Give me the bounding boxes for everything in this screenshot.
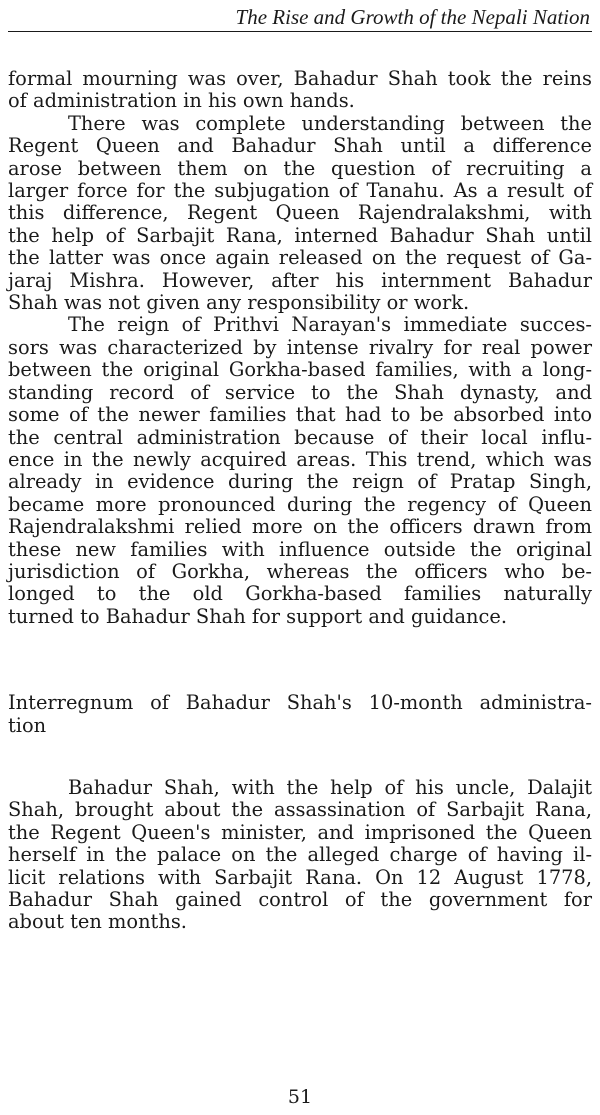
text-line: jaraj Mishra. However, after his internment Bahadur xyxy=(8,268,592,292)
page-body xyxy=(8,68,592,934)
text-line: turned to Bahadur Shah for support and guidance. xyxy=(8,604,508,628)
text-line: Shah was not given any responsibility or work. xyxy=(8,291,470,315)
text-line: the central administration because of their local influ- xyxy=(8,425,592,449)
text-line: already in evidence during the reign of Pratap Singh, xyxy=(8,470,592,494)
text-line: Shah, brought about the assassination of Sarbajit Rana, xyxy=(8,798,592,822)
text-line: herself in the palace on the alleged charge of having il- xyxy=(8,843,592,867)
text-line: some of the newer families that had to be absorbed into xyxy=(8,403,592,427)
text-line: longed to the old Gorkha-based families naturally xyxy=(8,582,592,606)
text-line: the help of Sarbajit Rana, interned Bahadur Shah until xyxy=(8,223,592,247)
running-header-title: The Rise and Growth of the Nepali Nation xyxy=(235,5,590,29)
text-line: Bahadur Shah gained control of the government for xyxy=(8,888,592,911)
section-heading-line: Interregnum of Bahadur Shah's 10-month administra- xyxy=(8,691,592,715)
text-line: The reign of Prithvi Narayan's immediate succes- xyxy=(68,313,592,337)
text-line: larger force for the subjugation of Tanahu. As a result of xyxy=(8,179,592,203)
header-rule xyxy=(8,31,592,32)
text-line: of administration in his own hands. xyxy=(8,89,355,113)
text-line: about ten months. xyxy=(8,910,187,934)
text-line: the latter was once again released on the request of Ga- xyxy=(8,246,592,270)
section-heading-line: tion xyxy=(8,713,47,737)
text-line: the Regent Queen's minister, and imprisoned the Queen xyxy=(8,820,592,844)
text-line: between the original Gorkha-based families, with a long- xyxy=(8,358,592,382)
text-line: ence in the newly acquired areas. This trend, which was xyxy=(8,447,592,471)
paragraph-rivalry xyxy=(8,314,592,628)
text-line: Bahadur Shah, with the help of his uncle, Dalajit xyxy=(68,775,592,799)
text-line: sors was characterized by intense rivalry for real power xyxy=(8,335,592,359)
text-line: Rajendralakshmi relied more on the officers drawn from xyxy=(8,515,592,539)
text-line: standing record of service to the Shah dynasty, and xyxy=(8,380,592,404)
section-heading xyxy=(8,692,592,737)
page-number: 51 xyxy=(287,1086,313,1108)
paragraph-continued xyxy=(8,68,592,113)
paragraph-understanding xyxy=(8,113,592,315)
text-line: these new families with influence outside the original xyxy=(8,537,592,561)
text-line: Regent Queen and Bahadur Shah until a difference xyxy=(8,134,592,158)
text-line: arose between them on the question of recruiting a xyxy=(8,156,592,180)
text-line: became more pronounced during the regency of Queen xyxy=(8,492,592,516)
text-line: jurisdiction of Gorkha, whereas the officers who be- xyxy=(8,559,592,583)
text-line: formal mourning was over, Bahadur Shah took the reins xyxy=(8,67,592,90)
text-line: licit relations with Sarbajit Rana. On 12 August 1778, xyxy=(8,865,592,889)
paragraph-interregnum xyxy=(8,777,592,934)
text-line: this difference, Regent Queen Rajendralakshmi, with xyxy=(8,201,592,225)
text-line: There was complete understanding between the xyxy=(68,111,592,135)
running-header xyxy=(0,0,600,34)
